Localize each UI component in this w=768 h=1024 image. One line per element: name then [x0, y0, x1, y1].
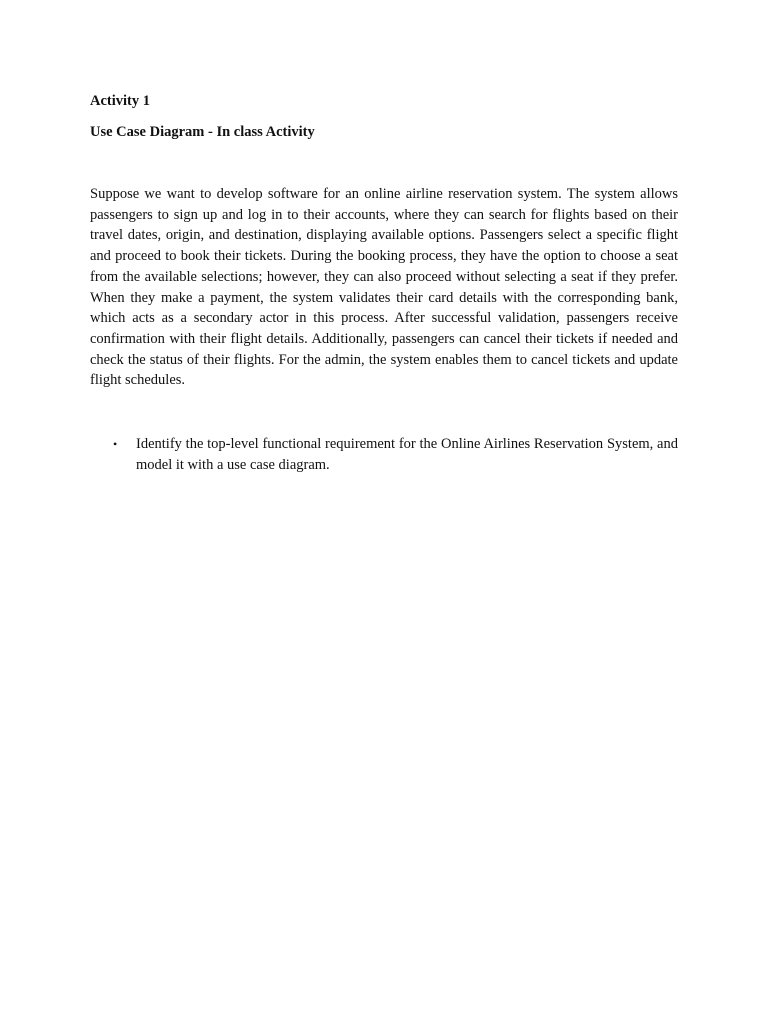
activity-title: Activity 1 [90, 93, 150, 109]
task-bullet-list [90, 434, 678, 476]
problem-description-paragraph: Suppose we want to develop software for an online airline reservation system. The system allows passengers to sign up and log in to their accounts, where they can search for flights based on their travel dates, origin, and destination, displaying available options. Passengers select a specific flight and proceed to book their tickets. During the booking process, they have the option to choose a seat from the available selections; however, they can also proceed without selecting a seat if they prefer. When they make a payment, the system validates their card details with the corresponding bank, which acts as a secondary actor in this process. After successful validation, passengers receive confirmation with their flight details. Additionally, passengers can cancel their tickets if needed and check the status of their flights. For the admin, the system enables them to cancel tickets and update flight schedules. [90, 186, 678, 389]
document-subtitle: Use Case Diagram - In class Activity [90, 124, 315, 140]
bullet-text: Identify the top-level functional requirement for the Online Airlines Reservation System, and model it with a use case diagram. [136, 436, 678, 473]
bullet-icon: • [113, 437, 118, 451]
list-item [90, 434, 678, 476]
